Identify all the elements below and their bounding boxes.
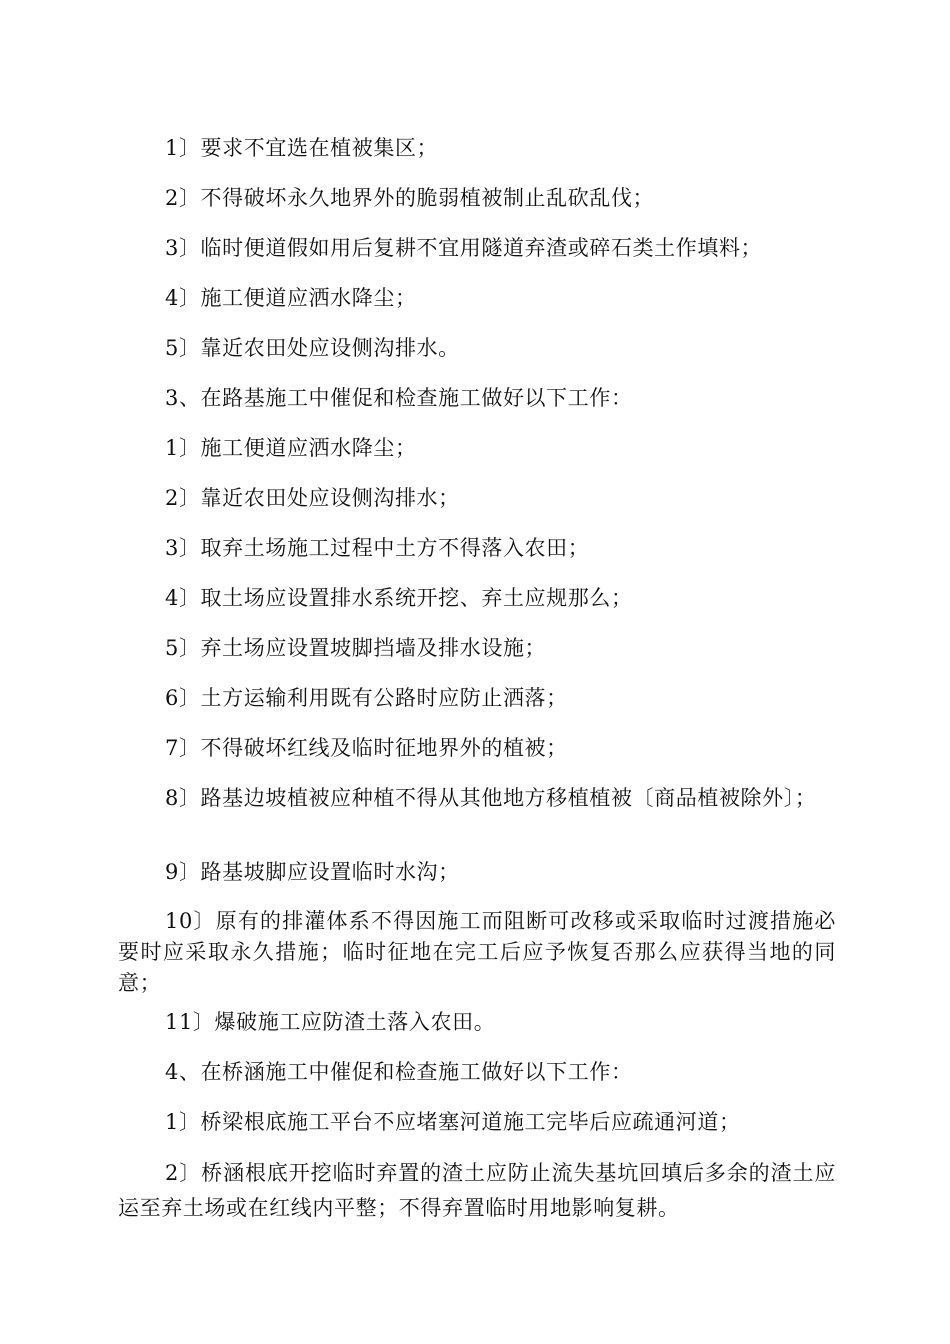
paragraph-9: 3〕取弃土场施工过程中土方不得落入农田； (165, 536, 590, 560)
paragraph-16: 10〕原有的排灌体系不得因施工而阻断可改移或采取临时过渡措施必要时应采取永久措施；临时征地在完工后应予恢复否那么应获得当地的同意； (118, 909, 836, 995)
paragraph-1: 1〕要求不宜选在植被集区； (165, 136, 439, 160)
paragraph-13: 7〕不得破坏红线及临时征地界外的植被； (165, 736, 568, 760)
paragraph-11: 5〕弃土场应设置坡脚挡墙及排水设施； (165, 636, 547, 660)
paragraph-3: 3〕临时便道假如用后复耕不宜用隧道弃渣或碎石类土作填料； (165, 236, 763, 260)
paragraph-4: 4〕施工便道应洒水降尘； (165, 286, 417, 310)
section-heading-4: 4、在桥涵施工中催促和检查施工做好以下工作： (165, 1060, 633, 1084)
paragraph-10: 4〕取土场应设置排水系统开挖、弃土应规那么； (165, 586, 633, 610)
paragraph-19: 1〕桥梁根底施工平台不应堵塞河道施工完毕后应疏通河道； (165, 1110, 741, 1134)
paragraph-15: 9〕路基坡脚应设置临时水沟； (165, 860, 460, 884)
paragraph-17: 11〕爆破施工应防渣土落入农田。 (165, 1010, 496, 1034)
section-heading-3: 3、在路基施工中催促和检查施工做好以下工作： (165, 386, 633, 410)
paragraph-8: 2〕靠近农田处应设侧沟排水； (165, 486, 460, 510)
paragraph-5: 5〕靠近农田处应设侧沟排水。 (165, 336, 460, 360)
paragraph-7: 1〕施工便道应洒水降尘； (165, 436, 417, 460)
paragraph-12: 6〕土方运输利用既有公路时应防止洒落； (165, 686, 568, 710)
paragraph-20: 2〕桥涵根底开挖临时弃置的渣土应防止流失基坑回填后多余的渣土应运至弃土场或在红线内平整；不得弃置临时用地影响复耕。 (118, 1161, 836, 1220)
paragraph-2: 2〕不得破坏永久地界外的脆弱植被制止乱砍乱伐； (165, 186, 655, 210)
paragraph-14: 8〕路基边坡植被应种植不得从其他地方移植植被〔商品植被除外〕； (165, 786, 817, 810)
